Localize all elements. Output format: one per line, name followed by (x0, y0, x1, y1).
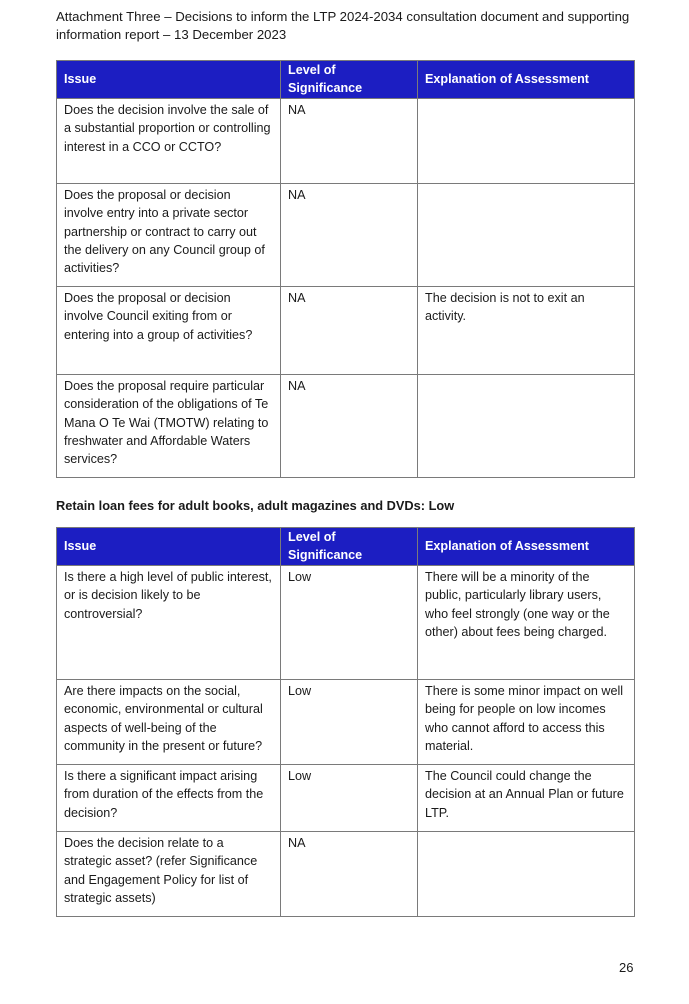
level-cell: NA (281, 374, 418, 477)
issue-cell: Does the proposal or decision involve Council exiting from or entering into a group of activities? (57, 286, 281, 374)
column-header-level: Level of Significance (281, 528, 418, 566)
table-header-row (57, 528, 635, 566)
level-cell: NA (281, 831, 418, 916)
table-row (57, 98, 635, 183)
issue-cell: Are there impacts on the social, economic, environmental or cultural aspects of well-being of the community in the present or future? (57, 679, 281, 764)
column-header-explanation: Explanation of Assessment (418, 528, 635, 566)
significance-table-2 (56, 527, 635, 917)
explanation-cell: The decision is not to exit an activity. (418, 286, 635, 374)
table-row (57, 679, 635, 764)
issue-cell: Does the decision relate to a strategic asset? (refer Significance and Engagement Policy for list of strategic assets) (57, 831, 281, 916)
explanation-cell: There will be a minority of the public, particularly library users, who feel strongly (one way or the other) about fees being charged. (418, 565, 635, 679)
table-row (57, 374, 635, 477)
explanation-cell (418, 98, 635, 183)
column-header-issue: Issue (57, 528, 281, 566)
level-cell: Low (281, 679, 418, 764)
issue-cell: Does the proposal or decision involve entry into a private sector partnership or contract to carry out the delivery on any Council group of activities? (57, 183, 281, 286)
header-line-1: Attachment Three – Decisions to inform the LTP 2024-2034 consultation document and supporting (56, 9, 630, 24)
issue-cell: Is there a high level of public interest, or is decision likely to be controversial? (57, 565, 281, 679)
table-row (57, 764, 635, 831)
section-title: Retain loan fees for adult books, adult magazines and DVDs: Low (56, 498, 455, 513)
explanation-cell (418, 183, 635, 286)
document-header (56, 8, 636, 43)
issue-cell: Does the proposal require particular consideration of the obligations of Te Mana O Te Wai (TMOTW) relating to freshwater and Affordable Waters services? (57, 374, 281, 477)
table-row (57, 831, 635, 916)
table-row (57, 183, 635, 286)
explanation-cell (418, 374, 635, 477)
table-row (57, 565, 635, 679)
column-header-explanation: Explanation of Assessment (418, 61, 635, 99)
level-cell: NA (281, 98, 418, 183)
level-cell: Low (281, 764, 418, 831)
issue-cell: Is there a significant impact arising from duration of the effects from the decision? (57, 764, 281, 831)
level-cell: NA (281, 286, 418, 374)
issue-cell: Does the decision involve the sale of a substantial proportion or controlling interest in a CCO or CCTO? (57, 98, 281, 183)
level-cell: Low (281, 565, 418, 679)
header-line-2: information report – 13 December 2023 (56, 26, 287, 42)
significance-table-1 (56, 60, 635, 478)
explanation-cell (418, 831, 635, 916)
table-row (57, 286, 635, 374)
column-header-issue: Issue (57, 61, 281, 99)
page-number: 26 (619, 960, 634, 975)
explanation-cell: The Council could change the decision at an Annual Plan or future LTP. (418, 764, 635, 831)
column-header-level: Level of Significance (281, 61, 418, 99)
level-cell: NA (281, 183, 418, 286)
table-header-row (57, 61, 635, 99)
explanation-cell: There is some minor impact on well being for people on low incomes who cannot afford to access this material. (418, 679, 635, 764)
